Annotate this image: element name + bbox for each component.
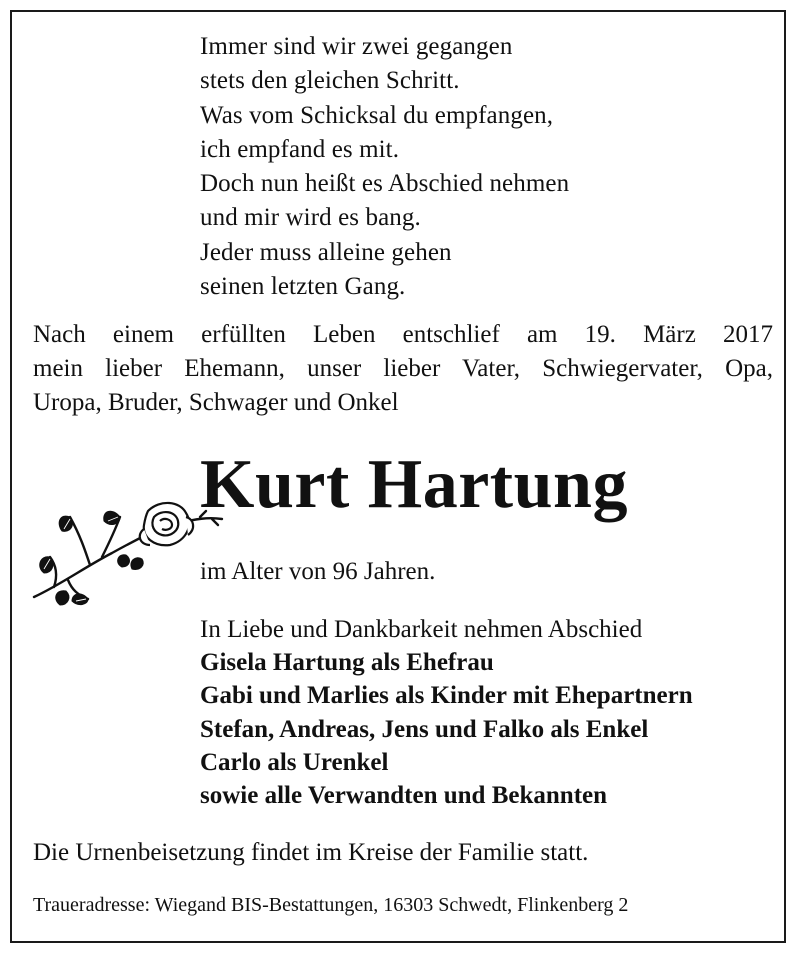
- mourner-line: Gisela Hartung als Ehefrau: [200, 649, 494, 677]
- poem-line: Immer sind wir zwei gegangen: [200, 33, 513, 60]
- poem-line: ich empfand es mit.: [200, 135, 400, 163]
- deceased-name: Kurt Hartung: [200, 446, 628, 523]
- mourner-line: Carlo als Urenkel: [200, 748, 389, 776]
- poem-line: seinen letzten Gang.: [200, 273, 406, 301]
- poem-line: Doch nun heißt es Abschied nehmen: [200, 170, 570, 198]
- mourners-intro: In Liebe und Dankbarkeit nehmen Abschied: [200, 616, 643, 643]
- mourner-line: sowie alle Verwandten und Bekannten: [200, 782, 608, 810]
- burial-note: Die Urnenbeisetzung findet im Kreise der Familie statt.: [33, 839, 589, 866]
- announcement-line: mein lieber Ehemann, unser lieber Vater, Schwiegervater, Opa,: [33, 355, 773, 382]
- poem-line: Jeder muss alleine gehen: [200, 238, 452, 266]
- mourners-block: [200, 613, 693, 812]
- poem-line: stets den gleichen Schritt.: [200, 67, 460, 95]
- age-text: im Alter von 96 Jahren.: [200, 558, 436, 585]
- mourner-line: Gabi und Marlies als Kinder mit Ehepartnern: [200, 682, 693, 710]
- rose-icon: [30, 495, 225, 610]
- announcement-line: Nach einem erfüllten Leben entschlief am 19. März 2017: [33, 321, 773, 348]
- poem-line: Was vom Schicksal du empfangen,: [200, 101, 554, 129]
- mourning-address: Traueradresse: Wiegand BIS-Bestattungen, 16303 Schwedt, Flinkenberg 2: [33, 894, 629, 916]
- poem: [200, 30, 569, 304]
- poem-line: und mir wird es bang.: [200, 204, 421, 232]
- mourner-line: Stefan, Andreas, Jens und Falko als Enkel: [200, 715, 649, 743]
- announcement-line: Uropa, Bruder, Schwager und Onkel: [33, 389, 399, 416]
- death-announcement: [33, 318, 773, 420]
